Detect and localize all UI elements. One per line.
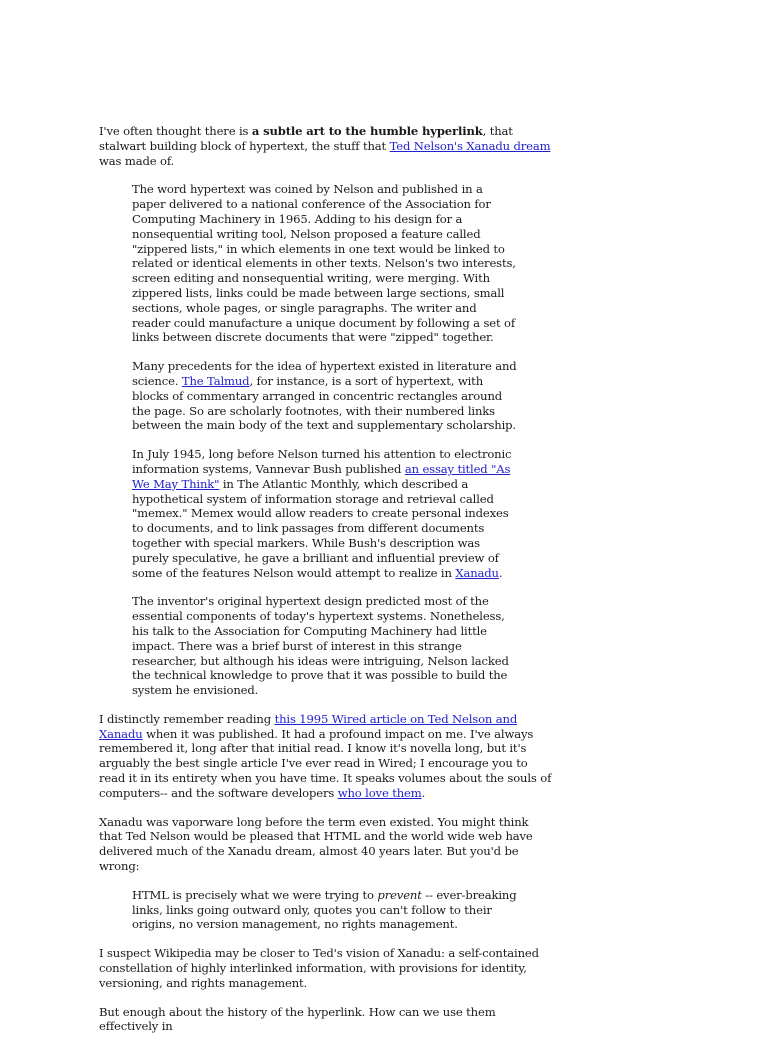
quote-paragraph-precedents [132,359,518,433]
html-quote-text-1: HTML is precisely what we were trying to [132,887,378,902]
html-quote-block [132,888,518,932]
precedents-text-1: Many precedents for the idea of hypertext existed in literature and science. [132,359,517,388]
nelson-quote-block [132,182,518,698]
wired-article-link[interactable]: this 1995 Wired article on Ted Nelson and Xanadu [99,711,518,741]
bush-text-1: In July 1945, long before Nelson turned his attention to electronic information systems, Vannevar Bush published [132,447,512,476]
xanadu-dream-link[interactable]: Ted Nelson's Xanadu dream [389,138,551,153]
bush-text-3: . [498,565,503,580]
intro-text-1: I've often thought there is [99,124,252,138]
html-quote-text-2: -- ever-breaking links, links going outward only, quotes you can't follow to their origins, no version management, no rights management. [132,887,517,932]
prevent-emphasis: prevent [377,887,422,902]
talmud-link[interactable]: The Talmud [181,373,250,388]
intro-text-3: was made of. [99,153,175,168]
intro-bold-phrase: a subtle art to the humble hyperlink [251,124,483,138]
xanadu-link[interactable]: Xanadu [455,565,499,580]
wikipedia-paragraph: I suspect Wikipedia may be closer to Ted's vision of Xanadu: a self-contained constellation of highly interlinked information, with provisions for identity, versioning, and rights management. [99,946,539,990]
html-quote-paragraph [132,888,518,932]
intro-paragraph [99,124,554,168]
precedents-text-2: , for instance, is a sort of hypertext, with blocks of commentary arranged in concentric rectangles around the page. So are scholarly footnotes, with their numbered links between the main body of the text and supplementary scholarship. [132,373,516,433]
wired-paragraph [99,712,554,801]
wired-text-3: . [421,785,426,800]
quote-paragraph-inventor: The inventor's original hypertext design predicted most of the essential components of today's hypertext systems. Nonetheless, his talk to the Association for Computing Machinery had little impact. There was a brief burst of interest in this strange researcher, but although his ideas were intriguing, Nelson lacked the technical knowledge to prove that it was possible to build the system he envisioned. [132,594,509,698]
who-love-them-link[interactable]: who love them [337,785,422,800]
bush-text-2: in The Atlantic Monthly, which described a hypothetical system of information storage and retrieval called "memex." Memex would allow readers to create personal indexes to documents, and to link passages from different documents together with special markers. While Bush's description was purely speculative, he gave a brilliant and influential preview of some of the features Nelson would attempt to realize in [132,476,509,580]
wired-text-1: I distinctly remember reading [99,711,275,726]
as-we-may-think-link[interactable]: an essay titled "As We May Think" [132,461,511,491]
quote-paragraph-bush [132,447,518,580]
intro-text-2: , that stalwart building block of hypertext, the stuff that [99,124,513,153]
article-body [99,124,554,1048]
quote-paragraph-hypertext-coined: The word hypertext was coined by Nelson and published in a paper delivered to a national conference of the Association for Computing Machinery in 1965. Adding to his design for a nonsequential writing tool, Nelson proposed a feature called "zippered lists," in which elements in one text would be linked to related or identical elements in other texts. Nelson's two interests, screen editing and nonsequential writing, were merging. With zippered lists, links could be made between large sections, small sections, whole pages, or single paragraphs. The writer and reader could manufacture a unique document by following a set of links between discrete documents that were "zipped" together. [132,182,516,345]
wired-text-2: when it was published. It had a profound impact on me. I've always remembered it, long after that initial read. I know it's novella long, but it's arguably the best single article I've ever read in Wired; I encourage you to read it in its entirety when you have time. It speaks volumes about the souls of computers-- and the software developers [99,726,552,800]
history-paragraph: But enough about the history of the hyperlink. How can we use them effectively in [99,1004,496,1034]
vaporware-paragraph: Xanadu was vaporware long before the term even existed. You might think that Ted Nelson would be pleased that HTML and the world wide web have delivered much of the Xanadu dream, almost 40 years later. But you'd be wrong: [99,814,533,874]
